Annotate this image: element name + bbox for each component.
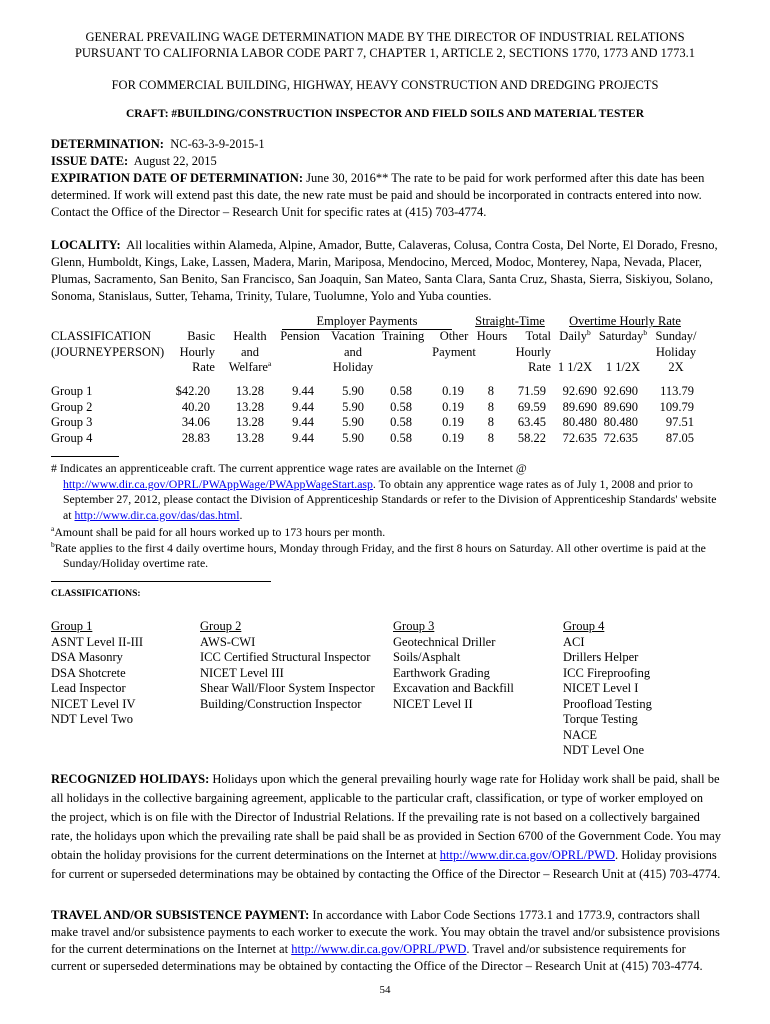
sunday-holiday-cell: 109.79: [659, 399, 694, 414]
craft-title: CRAFT: #BUILDING/CONSTRUCTION INSPECTOR AND FIELD SOILS AND MATERIAL TESTER: [125, 108, 645, 120]
pension-cell: 9.44: [292, 415, 314, 429]
determination-block: [51, 136, 721, 221]
vacation-holiday-header: Vacation and Holiday: [331, 329, 375, 374]
travel-label: TRAVEL AND/OR SUBSISTENCE PAYMENT:: [51, 908, 310, 922]
title-line-1: GENERAL PREVAILING WAGE DETERMINATION MADE BY THE DIRECTOR OF INDUSTRIAL RELATIONS: [85, 30, 685, 44]
travel-block: TRAVEL AND/OR SUBSISTENCE PAYMENT: In accordance with Labor Code Sections 1773.1 and 1773.9, contractors shall make travel and/or subsistence payments to each worker to execute the work. You may obtain the travel and/or subsistence provisions for the current determinations on the Internet at http://www.dir.ca.gov/OPRL/PWD. Travel and/or subsistence requirements for current or superseded determinations may be obtained by contacting the Office of the Director – Research Unit at (415) 703-4774.: [51, 908, 720, 973]
issue-date-label: ISSUE DATE:: [51, 154, 129, 168]
notes-divider: [51, 456, 119, 457]
title-line-2: PURSUANT TO CALIFORNIA LABOR CODE PART 7, CHAPTER 1, ARTICLE 2, SECTIONS 1770, 1773 AND 1773.1: [74, 46, 696, 60]
overtime-header: Overtime Hourly Rate: [569, 314, 681, 328]
health-welfare-header: Health and Welfare$^a$: [228, 329, 272, 374]
other-payment-cell: 0.19: [442, 399, 464, 414]
determination-number: NC-63-3-9-2015-1: [170, 137, 265, 151]
employer-payments-rule: [282, 329, 452, 330]
locality-label: LOCALITY:: [51, 238, 121, 252]
saturday-header: Saturday$^b$ 1 1/2X: [598, 327, 648, 374]
expiration-text: June 30, 2016** The rate to be paid for work performed after this date has been determined. If work will extend past this date, the new rate must be paid and should be incorporated in contracts entered into now. Contact the Office of the Director – Research Unit for specific rates at (415) 703-4774.: [51, 171, 705, 219]
daily-ot-cell: 89.690: [562, 399, 597, 414]
sunday-holiday-cell: 87.05: [665, 430, 694, 445]
sunday-holiday-cell: 113.79: [660, 384, 694, 398]
other-payment-cell: 0.19: [442, 430, 464, 445]
classification-group-3: Group 3 Geotechnical Driller Soils/Asphalt Earthwork Grading Excavation and Backfill NICET Level II: [393, 619, 514, 711]
pension-header: Pension: [280, 329, 320, 343]
page-number: 54: [379, 984, 391, 996]
classifications-divider: [51, 581, 271, 582]
classifications-title: CLASSIFICATIONS:: [51, 589, 141, 599]
classification-cell: Group 4: [51, 430, 93, 445]
holidays-link[interactable]: http://www.dir.ca.gov/OPRL/PWD: [439, 848, 616, 862]
travel-link[interactable]: http://www.dir.ca.gov/OPRL/PWD: [291, 942, 467, 956]
classification-header: CLASSIFICATION (JOURNEYPERSON): [51, 329, 165, 359]
apprentice-note: # Indicates an apprenticeable craft. The current apprentice wage rates are available on the Internet @ http://www.dir.ca.gov/OPRL/PWAppWage/PWAppWageStart.asp. To obtain any apprentice wage rates as of July 1, 2008 and prior to September 27, 2012, please contact the Division of Apprenticeship Standards or refer to the Division of Apprenticeship Standards' website at http://www.dir.ca.gov/das/das.html.: [51, 461, 717, 522]
training-header: Training: [381, 329, 425, 343]
hours-cell: 8: [487, 415, 494, 429]
footnotes: [51, 461, 721, 572]
footnote-a: $^a$Amount shall be paid for all hours worked up to 173 hours per month.: [51, 524, 386, 539]
health-welfare-cell: 13.28: [235, 384, 264, 398]
locality-block: [51, 237, 721, 305]
pension-cell: 9.44: [292, 384, 314, 398]
holidays-block: RECOGNIZED HOLIDAYS: Holidays upon which the general prevailing hourly wage rate for Holiday work shall be paid, shall be all holidays in the collective bargaining agreement, applicable to the particular craft, classification, or type of worker employed on the project, which is on file with the Director of Industrial Relations. If the prevailing rate is not based on a collectively bargained rate, the holidays upon which the prevailing rate shall be paid shall be as provided in Section 6700 of the Government Code. You may obtain the holiday provisions for the current determinations on the Internet at http://www.dir.ca.gov/OPRL/PWD. Holiday provisions for current or superseded determinations may be obtained by contacting the Office of the Director – Research Unit at (415) 703-4774.: [51, 772, 721, 881]
classification-group-1: Group 1 ASNT Level II-III DSA Masonry DSA Shotcrete Lead Inspector NICET Level IV NDT Level Two: [51, 619, 144, 726]
vacation-holiday-cell: 5.90: [342, 430, 364, 445]
sunday-holiday-header: Sunday/ Holiday 2X: [655, 329, 697, 374]
classification-group-2: Group 2 AWS-CWI ICC Certified Structural Inspector NICET Level III Shear Wall/Floor System Inspector Building/Construction Inspector: [200, 619, 375, 711]
other-payment-header: Other Payment: [432, 329, 476, 359]
sunday-holiday-cell: 97.51: [665, 415, 694, 429]
hours-cell: 8: [487, 384, 494, 398]
classification-group-4: Group 4 ACI Drillers Helper ICC Fireproofing NICET Level I Proofload Testing Torque Testing NACE NDT Level One: [563, 619, 652, 757]
total-rate-header: Total Hourly Rate: [515, 329, 551, 374]
locality-text: All localities within Alameda, Alpine, Amador, Butte, Calaveras, Colusa, Contra Costa, Del Norte, El Dorado, Fresno, Glenn, Humboldt, Kings, Lake, Lassen, Madera, Marin, Mariposa, Mendocino, Merced, Modoc, Monterey, Napa, Nevada, Placer, Plumas, Sacramento, San Benito, San Francisco, San Joaquin, San Mateo, Santa Clara, Santa Cruz, Shasta, Sierra, Siskiyou, Solano, Sonoma, Stanislaus, Sutter, Tehama, Trinity, Tulare, Tuolumne, Yolo and Yuba counties.: [51, 238, 718, 303]
vacation-holiday-cell: 5.90: [342, 415, 364, 429]
basic-rate-cell: $42.20: [175, 384, 210, 398]
saturday-ot-cell: 92.690: [603, 384, 638, 398]
footnote-b: $^b$Rate applies to the first 4 daily overtime hours, Monday through Friday, and the first 8 hours on Saturday. All other overtime is paid at the Sunday/Holiday overtime rate.: [51, 539, 706, 570]
health-welfare-cell: 13.28: [235, 430, 264, 445]
daily-ot-cell: 92.690: [562, 384, 597, 398]
expiration-label: EXPIRATION DATE OF DETERMINATION:: [51, 171, 303, 185]
daily-ot-cell: 80.480: [562, 415, 597, 429]
employer-payments-header: Employer Payments: [316, 314, 418, 328]
saturday-ot-cell: 89.690: [603, 399, 638, 414]
classification-cell: Group 2: [51, 399, 93, 414]
basic-rate-header: Basic Hourly Rate: [179, 329, 215, 374]
total-rate-cell: 63.45: [517, 415, 546, 429]
basic-rate-cell: 28.83: [181, 430, 210, 445]
other-payment-cell: 0.19: [442, 415, 464, 429]
training-cell: 0.58: [390, 399, 412, 414]
title-line-3: FOR COMMERCIAL BUILDING, HIGHWAY, HEAVY CONSTRUCTION AND DREDGING PROJECTS: [111, 78, 659, 92]
total-rate-cell: 69.59: [517, 399, 546, 414]
saturday-ot-cell: 80.480: [603, 415, 638, 429]
training-cell: 0.58: [390, 415, 412, 429]
holidays-label: RECOGNIZED HOLIDAYS:: [51, 772, 210, 786]
hours-cell: 8: [487, 430, 494, 445]
apprentice-wage-link[interactable]: http://www.dir.ca.gov/OPRL/PWAppWage/PWAppWageStart.asp: [63, 476, 373, 491]
total-rate-cell: 71.59: [517, 384, 546, 398]
issue-date-value: August 22, 2015: [133, 154, 217, 168]
saturday-ot-cell: 72.635: [603, 430, 638, 445]
vacation-holiday-cell: 5.90: [342, 399, 364, 414]
classification-cell: Group 1: [51, 384, 93, 398]
hours-header: Hours: [476, 329, 508, 343]
pension-cell: 9.44: [292, 399, 314, 414]
vacation-holiday-cell: 5.90: [342, 384, 364, 398]
health-welfare-cell: 13.28: [235, 415, 264, 429]
training-cell: 0.58: [390, 384, 412, 398]
straight-time-header: Straight-Time: [475, 314, 545, 328]
daily-ot-cell: 72.635: [562, 430, 597, 445]
pension-cell: 9.44: [292, 430, 314, 445]
other-payment-cell: 0.19: [442, 384, 464, 398]
total-rate-cell: 58.22: [517, 430, 546, 445]
health-welfare-cell: 13.28: [235, 399, 264, 414]
determination-label: DETERMINATION:: [51, 137, 164, 151]
classification-cell: Group 3: [51, 415, 93, 429]
basic-rate-cell: 34.06: [181, 415, 210, 429]
daily-header: Daily$^b$ 1 1/2X: [557, 327, 593, 374]
hours-cell: 8: [487, 399, 494, 414]
das-link[interactable]: http://www.dir.ca.gov/das/das.html: [74, 507, 240, 522]
training-cell: 0.58: [390, 430, 412, 445]
basic-rate-cell: 40.20: [181, 399, 210, 414]
